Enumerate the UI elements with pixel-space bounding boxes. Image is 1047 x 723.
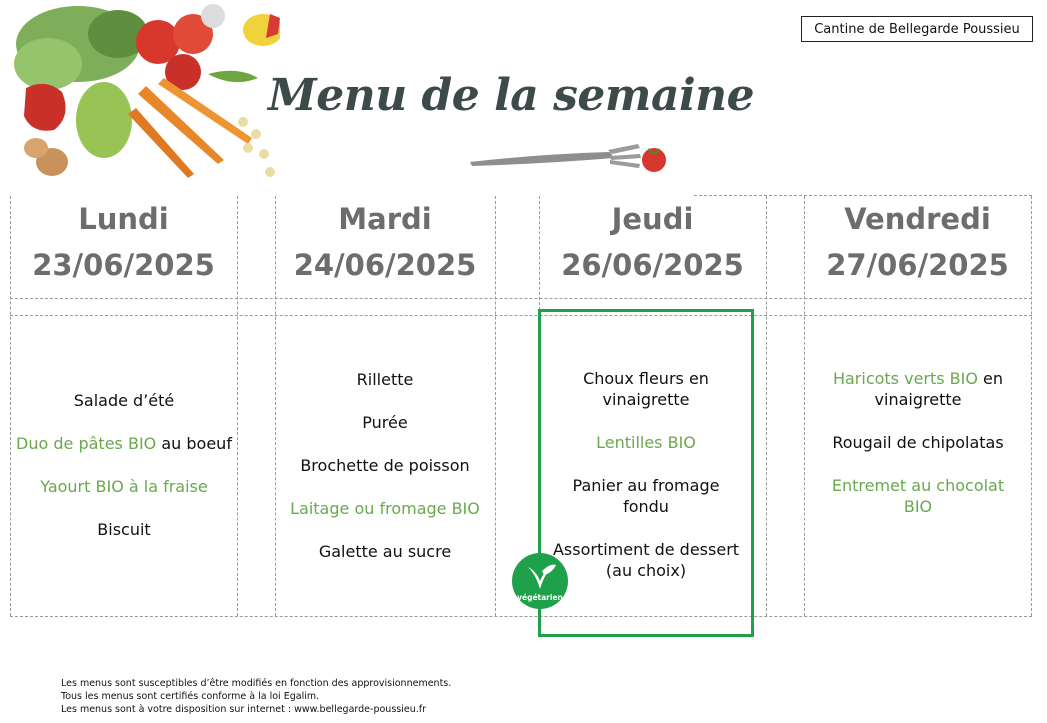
vegetarian-day-frame <box>538 309 754 637</box>
footer-notes <box>61 677 451 716</box>
menu-item-text: Biscuit <box>97 520 151 539</box>
menu-item-text: Assortiment de dessert (au choix) <box>552 539 740 580</box>
menu-item-bio-text: Laitage ou fromage BIO <box>290 498 480 518</box>
footer-line: Tous les menus sont certifiés conforme à la loi Egalim. <box>61 691 320 702</box>
vegetables-illustration <box>8 4 280 186</box>
menu-item-text: Salade d’été <box>73 391 175 410</box>
menu-item-bio-text: Entremet au chocolat BIO <box>831 475 1005 516</box>
menu-item-text: Choux fleurs en vinaigrette <box>583 368 709 409</box>
day-name: Mardi <box>338 202 432 236</box>
grid-line <box>766 196 767 616</box>
day-name: Jeudi <box>611 202 694 236</box>
footer-line: Les menus sont susceptibles d’être modifiés en fonction des approvisionnements. <box>61 678 452 689</box>
menu-item <box>319 541 451 562</box>
menu-item-text: Rougail de chipolatas <box>832 432 1004 452</box>
day-name: Vendredi <box>844 202 991 236</box>
menu-vendredi <box>810 316 1026 568</box>
menu-item <box>832 432 1003 453</box>
menu-item <box>810 368 1026 410</box>
menu-mardi <box>277 316 493 614</box>
menu-item-text: au boeuf <box>156 434 232 453</box>
day-date: 23/06/2025 <box>32 248 215 282</box>
day-date: 26/06/2025 <box>561 248 744 282</box>
menu-item <box>40 476 207 497</box>
cantine-label: Cantine de Bellegarde Poussieu <box>801 16 1033 42</box>
vegetarian-badge-icon <box>511 553 569 609</box>
day-date: 27/06/2025 <box>826 248 1009 282</box>
menu-lundi <box>14 316 234 614</box>
footer-line: Les menus sont à votre disposition sur internet : www.bellegarde-poussieu.fr <box>61 704 426 715</box>
vegetarian-badge-label: végétarien <box>517 593 563 602</box>
menu-item-bio-text: Haricots verts BIO <box>832 368 978 388</box>
grid-line <box>495 196 496 616</box>
menu-item-text: Brochette de poisson <box>300 455 470 475</box>
grid-line <box>1031 196 1032 616</box>
day-date: 24/06/2025 <box>293 248 477 282</box>
day-header-jeudi <box>539 196 766 288</box>
menu-item <box>74 390 175 411</box>
menu-item-text: Panier au fromage fondu <box>572 475 720 516</box>
grid-line <box>10 298 1032 299</box>
menu-item <box>810 475 1026 517</box>
menu-item <box>300 455 469 476</box>
day-header-mardi <box>275 196 495 288</box>
menu-item <box>357 369 414 390</box>
menu-item-text: Purée <box>362 412 408 432</box>
day-header-vendredi <box>804 196 1031 288</box>
menu-item <box>97 519 150 540</box>
day-name: Lundi <box>78 202 169 236</box>
menu-item-bio-text: Duo de pâtes BIO <box>16 434 157 453</box>
menu-item-bio-text: Yaourt BIO à la fraise <box>40 477 208 496</box>
grid-line <box>237 196 238 616</box>
day-header-lundi <box>10 196 237 288</box>
menu-item-bio-text: Lentilles BIO <box>596 432 696 452</box>
menu-item-text: Galette au sucre <box>318 541 452 561</box>
menu-item-text: en vinaigrette <box>874 368 1004 409</box>
menu-item <box>362 412 407 433</box>
menu-item <box>290 498 480 519</box>
grid-line <box>10 616 1032 617</box>
menu-item <box>16 433 232 454</box>
fork-icon <box>468 138 674 176</box>
menu-item-text: Rillette <box>356 369 414 389</box>
page-title: Menu de la semaine <box>268 70 755 121</box>
